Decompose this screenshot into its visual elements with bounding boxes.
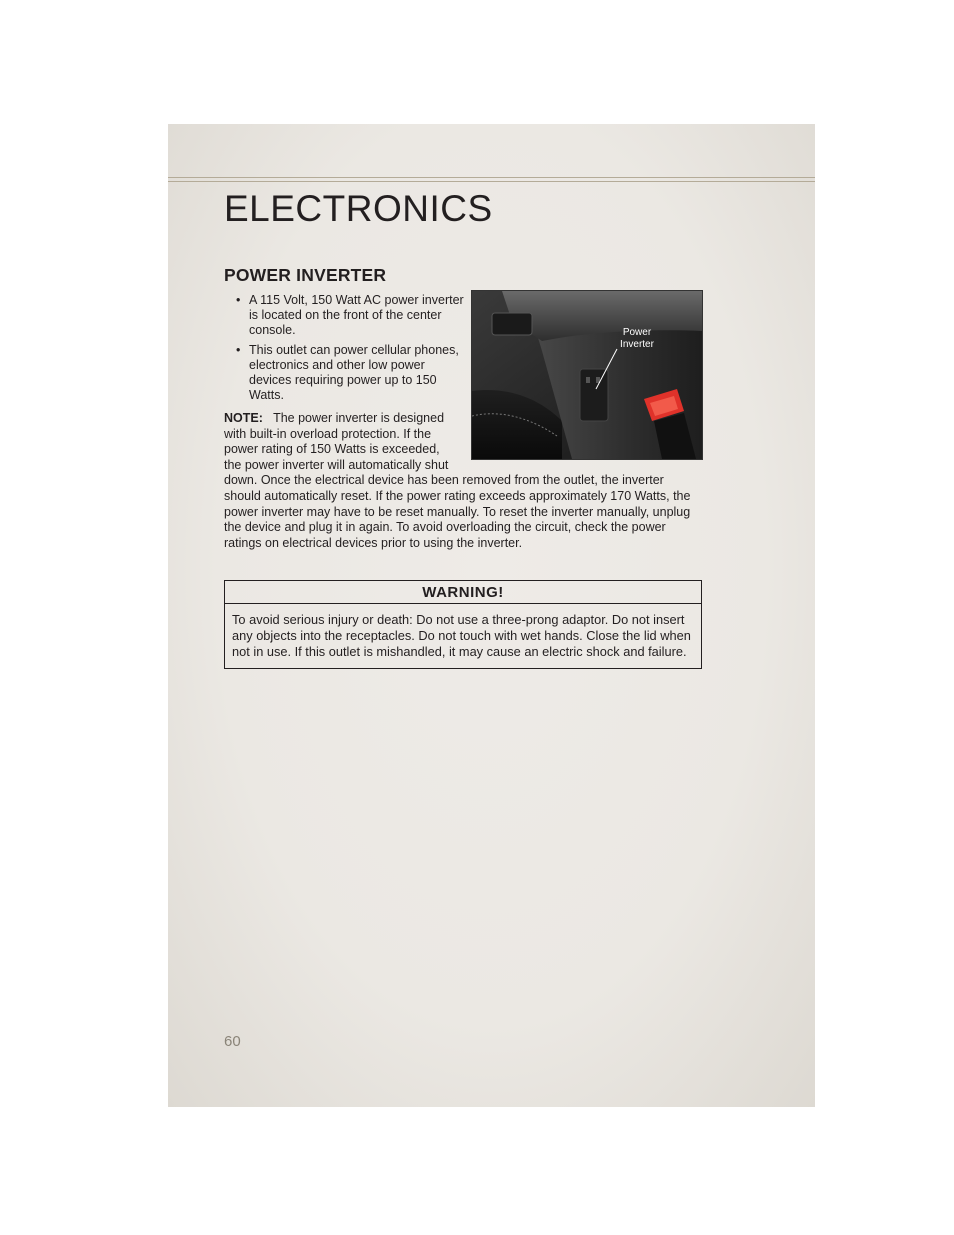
feature-bullet-list [234, 293, 464, 408]
cup-holder [492, 313, 532, 335]
warning-text: To avoid serious injury or death: Do not use a three-prong adaptor. Do not insert any objects into the receptacles. Do not touch with wet hands. Close the lid when not in use. If this outlet is mishandled, it may cause an electric shock and failure. [232, 612, 691, 659]
bullet-item [234, 343, 464, 403]
outlet-slot [586, 377, 590, 383]
note-text: The power inverter is designed with built-in overload protection. If the power rating of 150 Watts is exceeded, the power inverter will automatically shut down. Once the electrical device has been removed from the outlet, the inverter should automatically reset. If the power rating exceeds approximately 170 Watts, the power inverter may have to be reset manually. To reset the inverter manually, unplug the device and plug it in again. To avoid overloading the circuit, check the power ratings on electrical devices prior to using the inverter. [224, 411, 691, 550]
bullet-text: This outlet can power cellular phones, electronics and other low power devices requiring power up to 150 Watts. [249, 343, 459, 402]
bullet-glyph: • [236, 293, 241, 307]
power-inverter-heading: POWER INVERTER [224, 265, 387, 285]
section-title: ELECTRONICS [224, 188, 493, 229]
header-rule-bottom [168, 181, 815, 182]
callout-label-line1: Power [622, 327, 652, 338]
note-paragraph [224, 411, 704, 551]
page-number: 60 [224, 1033, 241, 1050]
bullet-text: A 115 Volt, 150 Watt AC power inverter is located on the front of the center console. [249, 293, 464, 337]
bullet-glyph: • [236, 343, 241, 357]
callout-label-line2: Inverter [620, 339, 654, 350]
warning-title: WARNING! [225, 581, 701, 604]
manual-page [168, 124, 815, 1107]
photo-wrap-spacer [460, 411, 704, 461]
note-label: NOTE: [224, 411, 263, 425]
warning-box [224, 580, 702, 669]
header-rule-top [168, 177, 815, 178]
bullet-item [234, 293, 464, 338]
